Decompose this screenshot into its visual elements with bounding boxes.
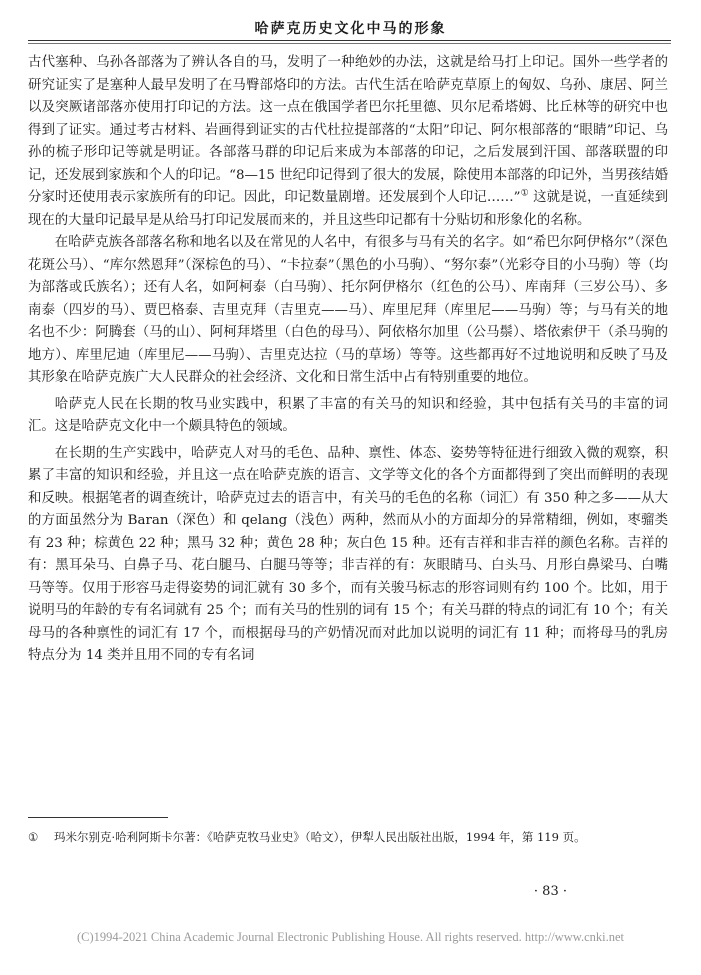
page-number: · 83 · <box>533 884 567 899</box>
paragraph-3: 哈萨克人民在长期的牧马业实践中，积累了丰富的有关马的知识和经验，其中包括有关马的丰富的词汇。这是哈萨克文化中一个颇具特色的领域。 <box>28 396 668 434</box>
paragraph-1-text: 古代塞种、乌孙各部落为了辨认各自的马，发明了一种绝妙的办法，这就是给马打上印记。国外一些学者的研究证实了是塞种人最早发明了在马臀部烙印的方法。古代生活在哈萨克草原上的匈奴、乌孙、康居、阿兰以及突厥诸部落亦使用打印记的方法。这一点在俄国学者巴尔托里德、贝尔尼希塔姆、比丘林等的研究中也得到了证实。通过考古材料、岩画得到证实的古代杜拉提部落的“太阳”印记、阿尔根部落的“眼睛”印记、乌孙的梳子形印记等就是明证。各部落马群的印记后来成为本部落的印记，之后发展到汗国、部落联盟的印记，还发展到家族和个人的印记。“8—15 世纪印记得到了很大的发展，除使用本部落的印记外，当男孩结婚分家时还使用表示家族所有的印记。因此，印记数量剧增。还发展到个人印记……” <box>28 55 668 205</box>
paragraph-2: 在哈萨克族各部落名称和地名以及在常见的人名中，有很多与马有关的名字。如“希巴尔阿伊格尔”（深色花斑公马）、“库尔然恩拜”（深棕色的马）、“卡拉泰”（黑色的小马驹）、“努尔泰”（光彩夺目的小马驹）等（均为部落或氏族名）；还有人名，如阿柯泰（白马驹）、托尔阿伊格尔（红色的公马）、库南拜（三岁公马）、多南泰（四岁的马）、贾巴格泰、吉里克拜（吉里克——马）、库里尼拜（库里尼——马驹）等；与马有关的地名也不少：阿腾套（马的山）、阿柯拜塔里（白色的母马）、阿依格尔加里（公马鬃）、塔依索伊干（杀马驹的地方）、库里尼迪（库里尼——马驹）、吉里克达拉（马的草场）等等。这些都再好不过地说明和反映了马及其形象在哈萨克族广大人民群众的社会经济、文化和日常生活中占有特别重要的地位。 <box>28 235 668 385</box>
paragraph-1-text-continued: 这就是说，一直延续到现在的大量印记最早是从给马打印记发展而来的，并且这些印记都有十分贴切和形象化的名称。 <box>28 190 668 228</box>
body-text <box>28 52 668 668</box>
footnote-reference[interactable]: ① <box>520 188 529 199</box>
header-rule-secondary <box>28 43 671 44</box>
running-header-title: 哈萨克历史文化中马的形象 <box>254 21 447 37</box>
copyright-notice: (C)1994-2021 China Academic Journal Electronic Publishing House. All rights reserved. http://www.cnki.net <box>76 930 624 944</box>
header-rule <box>28 40 671 41</box>
footnote <box>28 828 628 847</box>
footnote-rule <box>28 817 168 818</box>
footnote-text: 玛米尔别克·哈利阿斯卡尔著：《哈萨克牧马业史》（哈文），伊犁人民出版社出版，1994 年，第 119 页。 <box>54 830 586 844</box>
paragraph-4: 在长期的生产实践中，哈萨克人对马的毛色、品种、禀性、体态、姿势等特征进行细致入微的观察，积累了丰富的知识和经验，并且这一点在哈萨克族的语言、文学等文化的各个方面都得到了突出而鲜明的表现和反映。根据笔者的调查统计，哈萨克过去的语言中，有关马的毛色的名称（词汇）有 350 种之多——从大的方面虽然分为 Baran（深色）和 qelang（浅色）两种，然而从小的方面却分的异常精细，例如，枣骝类有 23 种；棕黄色 22 种；黑马 32 种；黄色 28 种；灰白色 15 种。还有吉祥和非吉祥的颜色名称。吉祥的有：黑耳朵马、白鼻子马、花白腿马、白腿马等等；非吉祥的有：灰眼睛马、白头马、月形白鼻梁马、白嘴马等等。仅用于形容马走得姿势的词汇就有 30 多个，而有关骏马标志的形容词则有约 100 个。比如，用于说明马的年龄的专有名词就有 25 个；而有关马的性别的词有 15 个；有关马群的特点的词汇有 10 个；有关母马的各种禀性的词汇有 17 个，而根据母马的产奶情况而对此加以说明的词汇有 11 种；而将母马的乳房特点分为 14 类并且用不同的专有名词 <box>28 445 668 663</box>
paragraph-1 <box>28 52 668 232</box>
footnote-mark: ① <box>28 830 39 844</box>
